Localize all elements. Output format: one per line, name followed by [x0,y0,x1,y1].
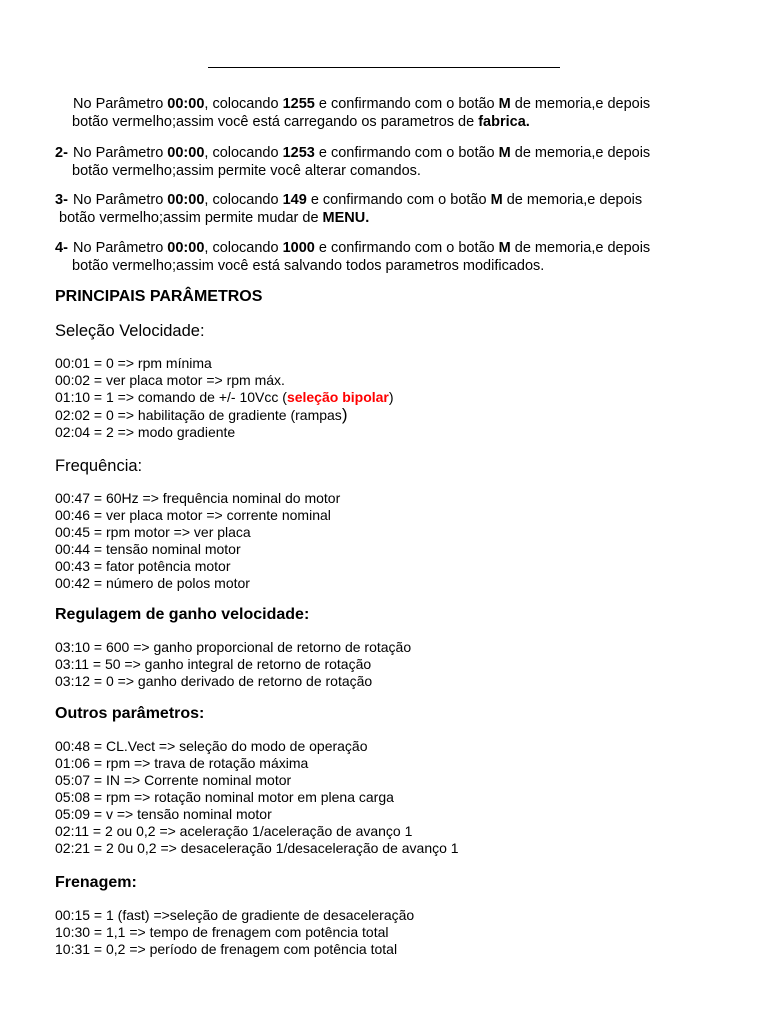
step-3 [55,191,745,227]
step-text: botão vermelho;assim permite você alterar comandos. [72,163,421,179]
param-line: 00:44 = tensão nominal motor [55,541,241,557]
step-code: 1255 [282,96,315,112]
step-text: , colocando [204,145,283,161]
step-emphasis: MENU. [322,210,370,226]
step-2 [55,144,745,180]
param-line: 02:21 = 2 0u 0,2 => desaceleração 1/desaceleração de avanço 1 [55,840,459,856]
param-line: 00:43 = fator potência motor [55,558,231,574]
step-4-line-2 [55,257,745,275]
step-1-line-1 [55,95,745,113]
step-button-m: M [498,96,511,112]
step-4-line-1 [55,239,745,257]
param-line [55,389,394,406]
outros-list [55,738,459,857]
step-number: 4- [55,240,68,256]
step-code: 1253 [282,145,315,161]
step-text: No Parâmetro [73,192,168,208]
step-text: botão vermelho;assim permite mudar de [59,210,323,226]
step-param: 00:00 [167,192,205,208]
step-text: e confirmando com o botão [314,145,499,161]
step-text: No Parâmetro [73,96,168,112]
param-line: 05:07 = IN => Corrente nominal motor [55,772,292,788]
step-text: , colocando [204,192,283,208]
step-text: de memoria,e depois [502,192,643,208]
step-text: , colocando [204,96,283,112]
step-text: de memoria,e depois [510,145,651,161]
main-heading: PRINCIPAIS PARÂMETROS [55,288,263,305]
param-line: 01:06 = rpm => trava de rotação máxima [55,755,309,771]
step-text: de memoria,e depois [510,96,651,112]
step-text: e confirmando com o botão [306,192,491,208]
step-param: 00:00 [167,240,205,256]
step-text: No Parâmetro [73,240,168,256]
step-1-line-2 [55,113,745,131]
param-line: 00:02 = ver placa motor => rpm máx. [55,372,285,388]
step-2-line-2 [55,162,745,180]
frenagem-list [55,907,414,958]
step-number: 3- [55,192,68,208]
param-line: 03:10 = 600 => ganho proporcional de retorno de rotação [55,639,412,655]
step-text: botão vermelho;assim você está carregando os parametros de [72,114,479,130]
frequencia-heading: Frequência: [55,457,143,475]
param-line [55,406,394,424]
param-text: ) [388,389,394,405]
step-3-line-1 [55,191,745,209]
param-text: 01:10 = 1 => comando de +/- 10Vcc ( [55,389,287,405]
step-3-line-2 [55,209,745,227]
param-line: 10:30 = 1,1 => tempo de frenagem com potência total [55,924,389,940]
step-param: 00:00 [167,145,205,161]
step-1 [55,95,745,131]
outros-heading: Outros parâmetros: [55,705,205,722]
param-line: 00:47 = 60Hz => frequência nominal do motor [55,490,341,506]
param-text: ) [341,405,348,424]
selecao-velocidade-list [55,355,394,441]
param-text: 02:02 = 0 => habilitação de gradiente (rampas [55,407,342,423]
step-code: 149 [282,192,307,208]
param-line: 00:15 = 1 (fast) =>seleção de gradiente de desaceleração [55,907,415,923]
param-line: 00:42 = número de polos motor [55,575,250,591]
header-rule [208,67,560,68]
step-4 [55,239,745,275]
param-line: 00:48 = CL.Vect => seleção do modo de operação [55,738,368,754]
step-number: 2- [55,145,68,161]
step-text: botão vermelho;assim você está salvando todos parametros modificados. [72,258,545,274]
step-text: e confirmando com o botão [314,96,499,112]
step-text: , colocando [204,240,283,256]
bipolar-highlight: seleção bipolar [286,389,389,405]
param-line: 02:04 = 2 => modo gradiente [55,424,236,440]
regulagem-list [55,639,411,690]
step-emphasis: fabrica. [478,114,530,130]
frequencia-list [55,490,340,592]
step-text: e confirmando com o botão [314,240,499,256]
step-2-line-1 [55,144,745,162]
step-code: 1000 [282,240,315,256]
param-line: 02:11 = 2 ou 0,2 => aceleração 1/aceleração de avanço 1 [55,823,413,839]
step-text: No Parâmetro [73,145,168,161]
param-line: 03:11 = 50 => ganho integral de retorno de rotação [55,656,372,672]
step-button-m: M [498,145,511,161]
param-line: 03:12 = 0 => ganho derivado de retorno de rotação [55,673,373,689]
step-param: 00:00 [167,96,205,112]
step-button-m: M [498,240,511,256]
regulagem-heading: Regulagem de ganho velocidade: [55,606,310,623]
param-line: 00:45 = rpm motor => ver placa [55,524,251,540]
param-line: 10:31 = 0,2 => período de frenagem com potência total [55,941,398,957]
param-line: 05:09 = v => tensão nominal motor [55,806,272,822]
step-button-m: M [490,192,503,208]
param-line: 05:08 = rpm => rotação nominal motor em plena carga [55,789,394,805]
selecao-velocidade-heading: Seleção Velocidade: [55,322,205,340]
step-text: de memoria,e depois [510,240,651,256]
frenagem-heading: Frenagem: [55,874,137,891]
param-line: 00:46 = ver placa motor => corrente nominal [55,507,331,523]
param-line: 00:01 = 0 => rpm mínima [55,355,212,371]
